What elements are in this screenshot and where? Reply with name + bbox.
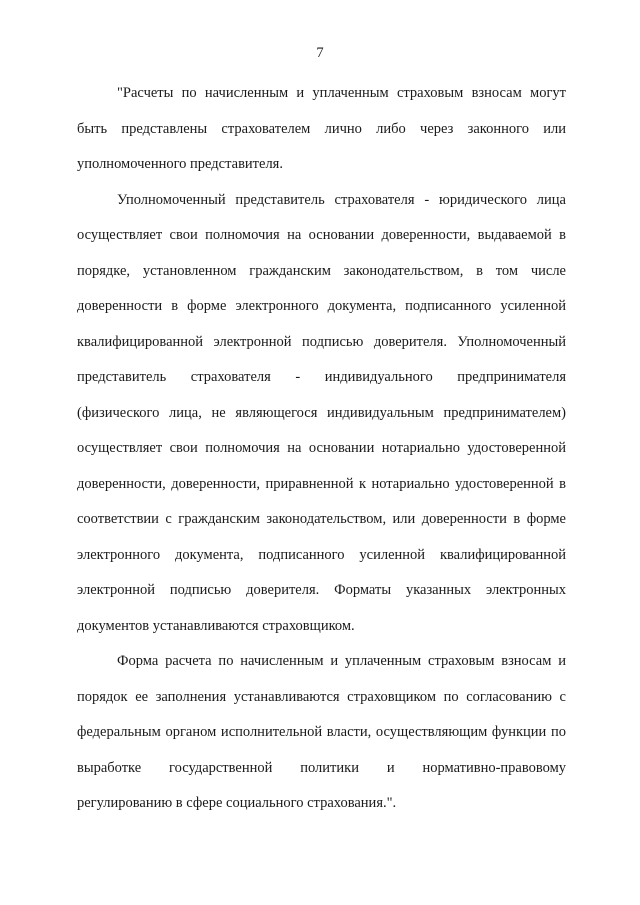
paragraph-representative: Уполномоченный представитель страхователя - юридического лица осуществляет свои полномочия на основании доверенности, выдаваемой в порядке, установленном гражданским законодательством, в том числе доверенности в форме электронного документа, подписанного усиленной квалифицированной электронной подписью доверителя. Уполномоченный представитель страхователя - индивидуального предпринимателя (физического лица, не являющегося индивидуальным предпринимателем) осуществляет свои полномочия на основании нотариально удостоверенной доверенности, доверенности, приравненной к нотариально удостоверенной в соответствии с гражданским законодательством, или доверенности в форме электронного документа, подписанного усиленной квалифицированной электронной подписью доверителя. Форматы указанных электронных документов устанавливаются страховщиком. bbox=[77, 191, 566, 634]
document-body bbox=[77, 76, 566, 822]
paragraph-form: Форма расчета по начисленным и уплаченным страховым взносам и порядок ее заполнения устанавливаются страховщиком по согласованию с федеральным органом исполнительной власти, осуществляющим функции по выработке государственной политики и нормативно-правовому регулированию в сфере социального страхования.". bbox=[77, 653, 566, 811]
page-number: 7 bbox=[316, 45, 324, 61]
paragraph-submission: "Расчеты по начисленным и уплаченным страховым взносам могут быть представлены страхователем лично либо через законного или уполномоченного представителя. bbox=[77, 85, 566, 172]
